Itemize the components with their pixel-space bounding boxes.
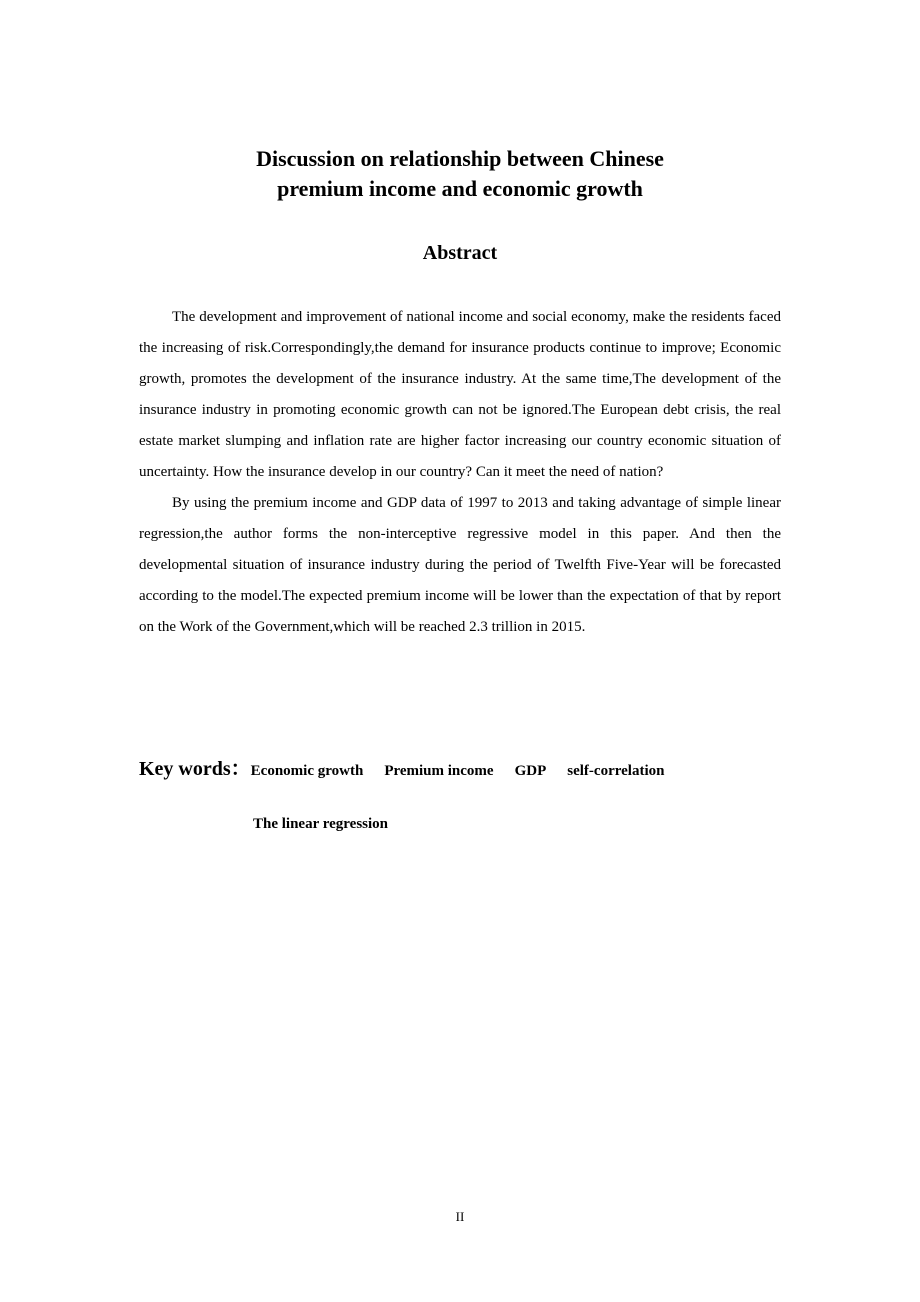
keywords-section	[139, 754, 781, 839]
keyword-economic-growth: Economic growth	[250, 763, 364, 779]
keywords-row-continued	[139, 809, 781, 839]
keyword-self-correlation: self-correlation	[567, 763, 665, 779]
paper-title-line-2: premium income and economic growth	[277, 176, 643, 201]
abstract-paragraph-2: By using the premium income and GDP data of 1997 to 2013 and taking advantage of simple linear regression,the author forms the non-interceptive regressive model in this paper. And then the developmental situation of insurance industry during the period of Twelfth Five-Year will be forecasted according to the model.The expected premium income will be lower than the expectation of that by report on the Work of the Government,which will be reached 2.3 trillion in 2015.	[139, 495, 781, 635]
abstract-paragraph-1: The development and improvement of national income and social economy, make the residents faced the increasing of risk.Correspondingly,the demand for insurance products continue to improve; Economic growth, promotes the development of the insurance industry. At the same time,The development of the insurance industry in promoting economic growth can not be ignored.The European debt crisis, the real estate market slumping and inflation rate are higher factor increasing our country economic situation of uncertainty. How the insurance develop in our country? Can it meet the need of nation?	[139, 309, 781, 480]
keyword-linear-regression: The linear regression	[253, 816, 388, 832]
page-number: II	[455, 1209, 465, 1224]
abstract-heading: Abstract	[422, 242, 498, 264]
keywords-label: Key words：	[139, 758, 251, 780]
keywords-row	[139, 754, 781, 786]
paper-title-line-1: Discussion on relationship between Chinese	[256, 146, 664, 171]
abstract-body	[139, 302, 781, 643]
keyword-premium-income: Premium income	[384, 763, 494, 779]
paper-title	[0, 144, 920, 204]
keyword-gdp: GDP	[514, 763, 547, 779]
